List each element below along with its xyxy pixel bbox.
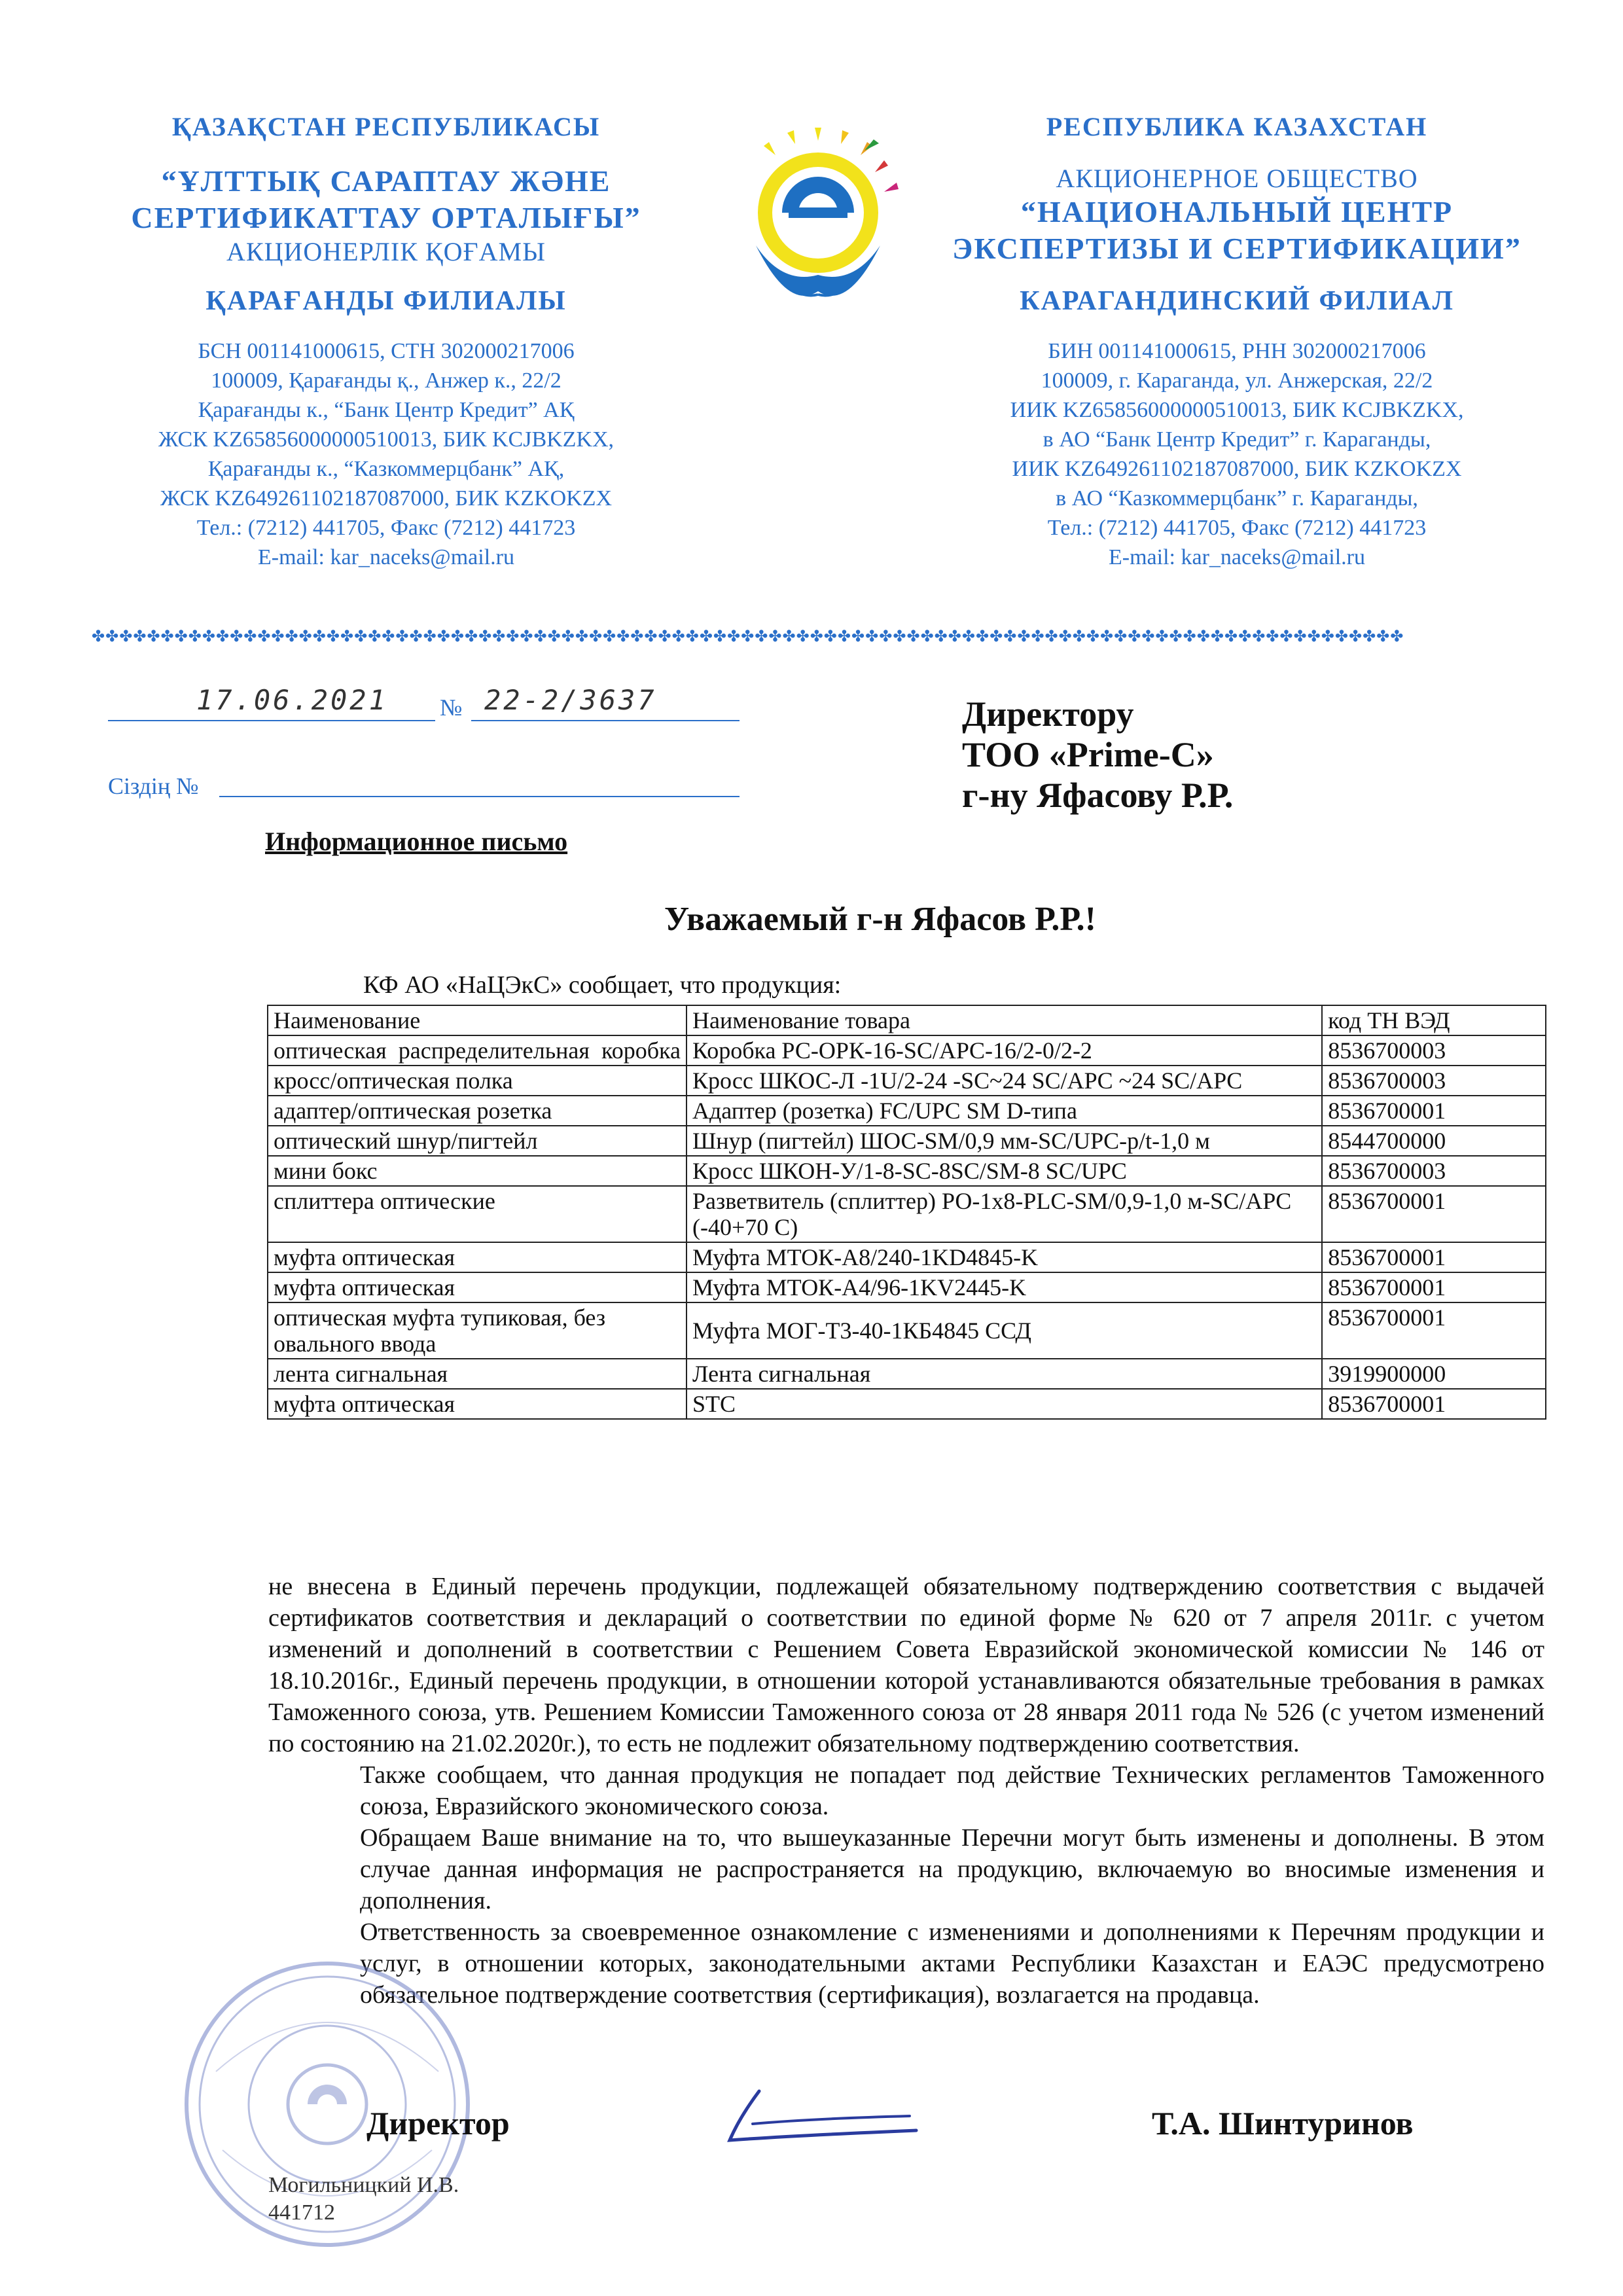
detail-line: в АО “Банк Центр Кредит” г. Караганды, — [1043, 427, 1431, 452]
date-line — [108, 720, 435, 721]
cell-product: Разветвитель (сплиттер) РО-1х8-PLC-SM/0,9-1,0 м-SC/APC (-40+70 С) — [687, 1186, 1322, 1242]
col-header-name: Наименование — [268, 1005, 687, 1035]
detail-line: 100009, г. Караганда, ул. Анжерская, 22/2 — [1041, 368, 1433, 393]
executor-block — [268, 2172, 459, 2227]
cell-code: 8536700001 — [1322, 1186, 1546, 1242]
cell-code: 3919900000 — [1322, 1359, 1546, 1389]
table-row — [268, 1035, 1546, 1066]
detail-line: E-mail: kar_naceks@mail.ru — [258, 545, 514, 569]
detail-line: Тел.: (7212) 441705, Факс (7212) 441723 — [196, 516, 576, 540]
cell-product: Шнур (пигтейл) ШОС-SM/0,9 мм-SC/UPC-p/t-1,0 м — [687, 1126, 1322, 1156]
cell-name: оптический шнур/пигтейл — [268, 1126, 687, 1156]
letterhead-left — [85, 111, 687, 572]
org-name-ru-1: “НАЦИОНАЛЬНЫЙ ЦЕНТР — [1020, 195, 1454, 228]
table-row — [268, 1066, 1546, 1096]
cell-name: сплиттера оптические — [268, 1186, 687, 1242]
cell-code: 8536700001 — [1322, 1302, 1546, 1359]
addressee-line: г-ну Яфасову Р.Р. — [962, 776, 1234, 815]
details-ru — [936, 336, 1538, 572]
org-name-kz-2: СЕРТИФИКАТТАУ ОРТАЛЫҒЫ” — [131, 201, 641, 234]
handwritten-signature — [713, 2078, 929, 2150]
cell-product: Муфта МОГ-Т3-40-1КБ4845 ССД — [687, 1302, 1322, 1359]
cell-name: муфта оптическая — [268, 1242, 687, 1272]
col-header-code: код ТН ВЭД — [1322, 1005, 1546, 1035]
table-row — [268, 1359, 1546, 1389]
your-number-label: Сіздің № — [108, 773, 199, 799]
cell-code: 8536700003 — [1322, 1035, 1546, 1066]
table-row — [268, 1302, 1546, 1359]
cell-product: Муфта МТОК-А8/240-1KD4845-K — [687, 1242, 1322, 1272]
detail-line: Қарағанды к., “Банк Центр Кредит” АҚ — [198, 398, 575, 422]
ornamental-divider: ✤✤✤✤✤✤✤✤✤✤✤✤✤✤✤✤✤✤✤✤✤✤✤✤✤✤✤✤✤✤✤✤✤✤✤✤✤✤✤✤✤✤✤✤✤✤✤✤✤✤✤✤✤✤✤✤✤✤✤✤✤✤✤✤✤✤✤✤✤✤✤✤✤✤✤✤✤✤✤✤✤✤✤✤✤✤✤✤✤✤✤✤✤✤✤ — [92, 627, 1404, 644]
outgoing-number: 22-2/3637 — [484, 684, 657, 716]
number-line — [471, 720, 740, 721]
col-header-product: Наименование товара — [687, 1005, 1322, 1035]
letterhead-right — [936, 111, 1538, 572]
table-row — [268, 1272, 1546, 1302]
outgoing-date: 17.06.2021 — [196, 684, 388, 716]
table-row — [268, 1096, 1546, 1126]
branch-kz: ҚАРАҒАНДЫ ФИЛИАЛЫ — [205, 286, 567, 316]
table-header-row — [268, 1005, 1546, 1035]
country-ru: РЕСПУБЛИКА КАЗАХСТАН — [1046, 112, 1428, 141]
cell-name: кросс/оптическая полка — [268, 1066, 687, 1096]
cell-product: Коробка РС-ОРК-16-SC/APC-16/2-0/2-2 — [687, 1035, 1322, 1066]
branch-ru: КАРАГАНДИНСКИЙ ФИЛИАЛ — [1020, 286, 1454, 316]
cell-code: 8536700001 — [1322, 1272, 1546, 1302]
table-row — [268, 1156, 1546, 1186]
paragraph: не внесена в Единый перечень продукции, подлежащей обязательному подтверждению соответствия с выдачей сертификатов соответствия и деклараций о соответствии по единой форме № 620 от 7 апреля 2011г. с учетом изменений и дополнений в соответствии с Решением Совета Евразийской экономической комиссии № 146 от 18.10.2016г., Единый перечень продукции, в отношении которой устанавливаются обязательные требования в рамках Таможенного союза, утв. Решением Комиссии Таможенного союза от 28 января 2011 года № 526 (с учетом изменений по состоянию на 21.02.2020г.), то есть не подлежит обязательному подтверждению соответствия. — [268, 1573, 1544, 1757]
number-label: № — [440, 694, 463, 721]
org-name-ru-2: ЭКСПЕРТИЗЫ И СЕРТИФИКАЦИИ” — [952, 232, 1522, 265]
cell-code: 8536700001 — [1322, 1242, 1546, 1272]
detail-line: ЖСК KZ65856000000510013, БИК KCJBKZKX, — [158, 427, 615, 452]
paragraph: Обращаем Ваше внимание на то, что вышеуказанные Перечни могут быть изменены и дополнены. В этом случае данная информация не распространяется на продукцию, включаемую во вносимые изменения и дополнения. — [360, 1824, 1544, 1914]
your-number-line — [219, 796, 740, 797]
addressee-line: Директору — [962, 694, 1134, 734]
detail-line: ИИК KZ649261102187087000, БИК KZKOKZX — [1012, 457, 1462, 481]
details-kz — [85, 336, 687, 572]
cell-name: оптическая распределительная коробка — [268, 1035, 687, 1066]
product-table — [267, 1005, 1546, 1420]
cell-product: STC — [687, 1389, 1322, 1419]
cell-code: 8536700003 — [1322, 1066, 1546, 1096]
detail-line: E-mail: kar_naceks@mail.ru — [1109, 545, 1365, 569]
naceks-logo — [710, 115, 926, 331]
table-row — [268, 1126, 1546, 1156]
cell-code: 8536700003 — [1322, 1156, 1546, 1186]
country-kz: ҚАЗАҚСТАН РЕСПУБЛИКАСЫ — [171, 112, 601, 141]
cell-code: 8544700000 — [1322, 1126, 1546, 1156]
table-row — [268, 1389, 1546, 1419]
cell-code: 8536700001 — [1322, 1389, 1546, 1419]
cell-name: мини бокс — [268, 1156, 687, 1186]
detail-line: ИИК KZ65856000000510013, БИК KCJBKZKX, — [1010, 398, 1464, 422]
executor-name: Могильницкий И.В. — [268, 2173, 459, 2197]
cell-name: муфта оптическая — [268, 1272, 687, 1302]
cell-product: Лента сигнальная — [687, 1359, 1322, 1389]
paragraph: Ответственность за своевременное ознакомление с изменениями и дополнениями к Перечням продукции и услуг, в отношении которых, законодательными актами Республики Казахстан и ЕАЭС предусмотрено обязательное подтверждение соответствия (сертификация), возлагается на продавца. — [360, 1918, 1544, 2009]
letter-subject: Информационное письмо — [265, 827, 568, 856]
cell-product: Кросс ШКОС-Л -1U/2-24 -SC~24 SC/APC ~24 SC/APC — [687, 1066, 1322, 1096]
detail-line: ЖСК KZ649261102187087000, БИК KZKOKZX — [160, 486, 613, 511]
detail-line: в АО “Казкоммерцбанк” г. Караганды, — [1056, 486, 1418, 511]
cell-product: Муфта МТОК-А4/96-1KV2445-K — [687, 1272, 1322, 1302]
cell-product: Адаптер (розетка) FC/UPC SM D-типа — [687, 1096, 1322, 1126]
cell-name: адаптер/оптическая розетка — [268, 1096, 687, 1126]
cell-code: 8536700001 — [1322, 1096, 1546, 1126]
detail-line: 100009, Қарағанды қ., Анжер к., 22/2 — [211, 368, 562, 393]
executor-phone: 441712 — [268, 2200, 335, 2225]
detail-line: БСН 001141000615, СТН 302000217006 — [198, 339, 575, 363]
cell-product: Кросс ШКОН-У/1-8-SC-8SC/SM-8 SC/UPC — [687, 1156, 1322, 1186]
table-row — [268, 1186, 1546, 1242]
body-text — [268, 1571, 1544, 2011]
cell-name: лента сигнальная — [268, 1359, 687, 1389]
detail-line: Тел.: (7212) 441705, Факс (7212) 441723 — [1047, 516, 1427, 540]
detail-line: БИН 001141000615, РНН 302000217006 — [1048, 339, 1426, 363]
cell-name: оптическая муфта тупиковая, без овального ввода — [268, 1302, 687, 1359]
table-row — [268, 1242, 1546, 1272]
addressee-block — [962, 694, 1233, 816]
paragraph: Также сообщаем, что данная продукция не попадает под действие Технических регламентов Таможенного союза, Евразийского экономического союза. — [360, 1761, 1544, 1820]
cell-name: муфта оптическая — [268, 1389, 687, 1419]
ao-kz: АКЦИОНЕРЛІК ҚОҒАМЫ — [226, 237, 546, 266]
signatory-title: Директор — [366, 2105, 510, 2142]
detail-line: Қарағанды к., “Казкоммерцбанк” АҚ, — [207, 457, 565, 481]
signatory-name: Т.А. Шинтуринов — [1152, 2105, 1414, 2142]
ao-ru: АКЦИОНЕРНОЕ ОБЩЕСТВО — [1056, 164, 1418, 193]
greeting: Уважаемый г-н Яфасов Р.Р.! — [664, 901, 1096, 938]
addressee-line: ТОО «Prime-C» — [962, 735, 1214, 774]
org-name-kz-1: “ҰЛТТЫҚ САРАПТАУ ЖӘНЕ — [161, 164, 611, 198]
intro-text: КФ АО «НаЦЭкС» сообщает, что продукция: — [363, 971, 842, 999]
